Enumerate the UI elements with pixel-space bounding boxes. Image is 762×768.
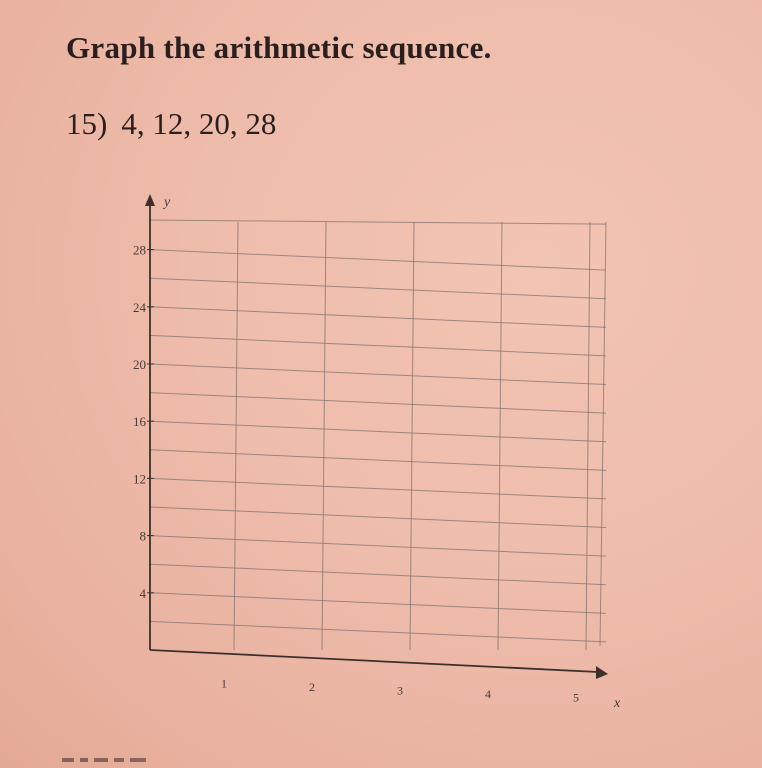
grid-line-vertical [410,222,414,650]
y-axis-label: y [164,195,171,210]
grid-line-horizontal [150,307,606,328]
y-tick-label: 8 [139,528,146,544]
grid-line-horizontal [150,278,606,299]
grid-line-horizontal [150,564,606,585]
x-tick-label: 5 [573,690,579,705]
graph-grid [150,220,606,650]
x-axis-label: x [614,696,621,711]
grid-line-horizontal [150,593,606,614]
y-tick-label: 24 [133,299,146,315]
x-axis-arrow [596,666,608,679]
grid-line-horizontal [150,478,606,499]
y-tick-label: 12 [133,471,146,487]
x-tick-label: 2 [309,680,315,694]
y-axis-arrow [145,194,155,206]
x-tick-label: 3 [397,683,403,698]
graph-labels [133,195,621,711]
grid-border-top [150,220,606,224]
problem-number: 15) [66,106,108,141]
grid-line-horizontal [150,393,606,414]
grid-line-horizontal [150,364,606,385]
grid-line-horizontal [150,536,606,557]
grid-line-horizontal [150,335,606,356]
grid-line-vertical [498,222,502,650]
x-tick-label: 4 [485,687,491,701]
x-axis-line [150,650,598,672]
grid-border-right [600,222,606,646]
grid-line-horizontal [150,450,606,471]
y-tick-label: 20 [133,357,146,372]
instruction-heading: Graph the arithmetic sequence. [66,30,492,65]
cut-off-next-line [58,748,168,768]
grid-line-horizontal [150,507,606,528]
y-tick-label: 4 [139,585,146,601]
grid-line-horizontal [150,250,606,271]
grid-line-vertical [586,222,590,650]
y-tick-label: 28 [133,242,146,258]
grid-line-vertical [234,222,238,650]
y-tick-label: 16 [133,414,146,430]
x-tick-label: 1 [221,676,227,691]
grid-line-horizontal [150,421,606,442]
sequence-terms: 4, 12, 20, 28 [121,106,277,141]
grid-line-horizontal [150,621,606,642]
